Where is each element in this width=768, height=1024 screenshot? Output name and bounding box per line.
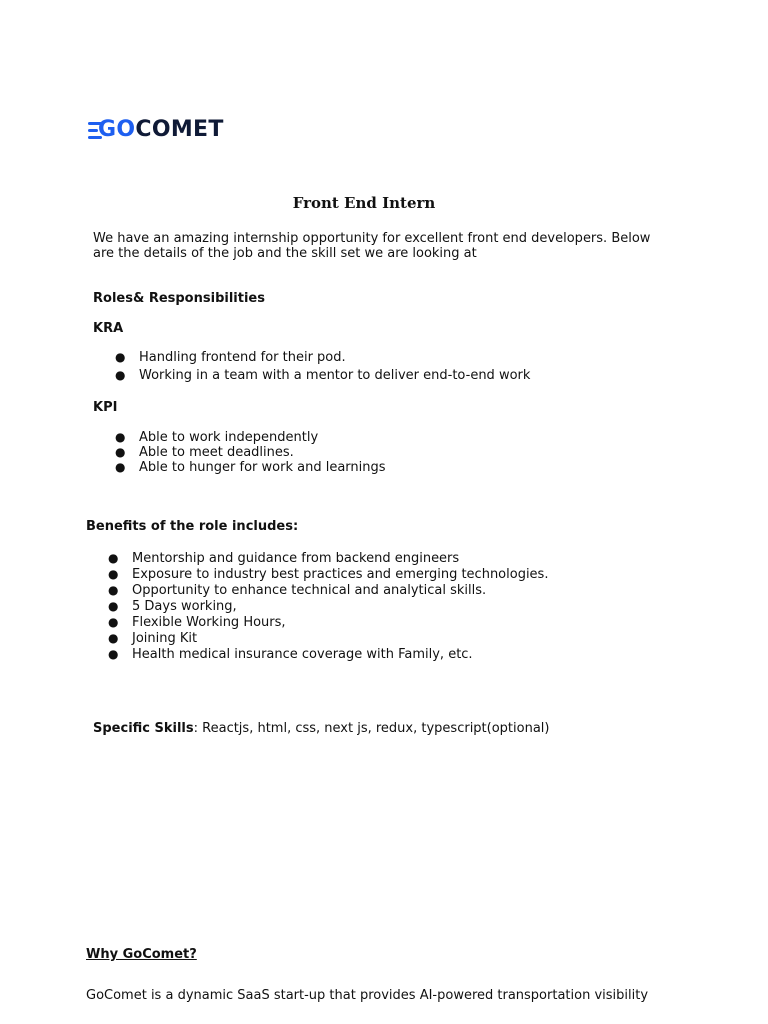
list-item: ● Working in a team with a mentor to deliver end-to-end work (115, 368, 531, 383)
list-item: ● Exposure to industry best practices and emerging technologies. (108, 567, 549, 582)
skills-label: Specific Skills (93, 721, 194, 736)
roles-heading: Roles& Responsibilities (93, 291, 265, 306)
list-item: ● Handling frontend for their pod. (115, 350, 346, 365)
list-item: ● Joining Kit (108, 631, 198, 646)
page-title: Front End Intern (292, 194, 436, 212)
list-item: ● 5 Days working, (108, 599, 237, 614)
benefits-heading: Benefits of the role includes: (86, 519, 299, 534)
kra-list (115, 350, 531, 386)
why-gocomet-heading: Why GoComet? (86, 947, 197, 962)
list-item: ● Able to hunger for work and learnings (115, 460, 386, 475)
list-item: ● Able to meet deadlines. (115, 445, 294, 460)
specific-skills (93, 721, 549, 736)
list-item: ● Flexible Working Hours, (108, 615, 286, 630)
list-item: ● Mentorship and guidance from backend engineers (108, 551, 460, 566)
list-item: ● Able to work independently (115, 430, 319, 445)
list-item: ● Health medical insurance coverage with Family, etc. (108, 647, 473, 662)
logo-wordmark: GOCOMET (98, 117, 224, 142)
list-item: ● Opportunity to enhance technical and analytical skills. (108, 583, 487, 598)
kpi-list (115, 430, 386, 475)
skills-value: : Reactjs, html, css, next js, redux, typescript(optional) (193, 721, 550, 736)
kpi-heading: KPI (93, 400, 118, 415)
why-gocomet-text: GoComet is a dynamic SaaS start-up that provides AI-powered transportation visibility (86, 988, 649, 1003)
kra-heading: KRA (93, 321, 124, 336)
intro-paragraph: We have an amazing internship opportunity for excellent front end developers. Below are the details of the job and the skill set we are looking at (93, 231, 651, 261)
benefits-list (108, 551, 549, 663)
